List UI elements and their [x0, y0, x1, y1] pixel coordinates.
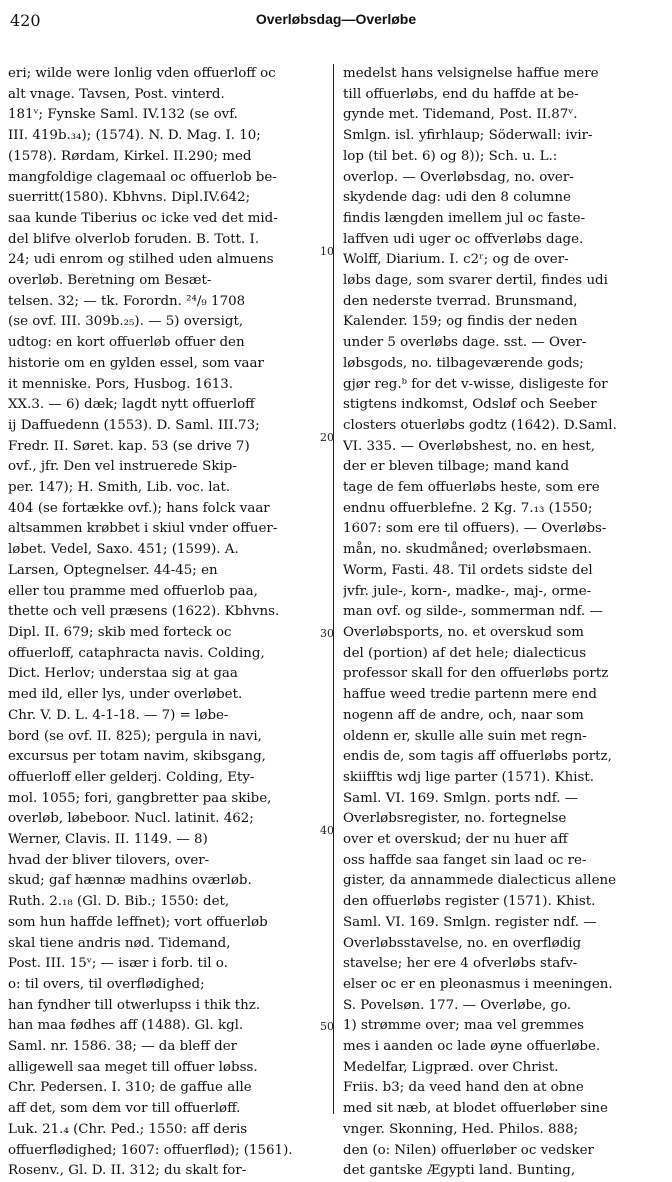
- right-column-line: under 5 overløbs dage. sst. — Over-: [343, 335, 587, 351]
- right-column-line: den (o: Nilen) offuerløber oc vedsker: [343, 1142, 594, 1158]
- left-column-line: offuerloff, cataphracta navis. Colding,: [8, 645, 265, 661]
- left-column-line: mol. 1055; fori, gangbretter paa skibe,: [8, 790, 272, 806]
- right-column-line: nogenn aff de andre, och, naar som: [343, 707, 584, 723]
- left-column-line: Post. III. 15ᵛ; — især i forb. til o.: [8, 956, 228, 972]
- right-column-line: Wolff, Diarium. I. c2ʳ; og de over-: [343, 252, 569, 268]
- right-column-line: closters otuerløbs godtz (1642). D.Saml.: [343, 417, 617, 433]
- left-column-line: han fyndher till otwerlupss i thik thz.: [8, 997, 261, 1013]
- left-column-line: excursus per totam navim, skibsgang,: [8, 749, 266, 765]
- right-column-line: Saml. VI. 169. Smlgn. register ndf. —: [343, 914, 597, 930]
- right-column-line: VI. 335. — Overløbshest, no. en hest,: [343, 438, 595, 454]
- left-column-line: overløb. Beretning om Besæt-: [8, 273, 212, 289]
- left-column-line: Larsen, Optegnelser. 44-45; en: [8, 562, 218, 578]
- left-column-line: III. 419b.₃₄); (1574). N. D. Mag. I. 10;: [8, 128, 261, 144]
- right-column-line: findis længden imellem jul oc faste-: [343, 210, 586, 226]
- right-column-line: stigtens indkomst, Odsløf och Seeber: [343, 397, 597, 413]
- right-column-line: løbsgods, no. tilbageværende gods;: [343, 355, 584, 371]
- left-column-line: ij Daffuedenn (1553). D. Saml. III.73;: [8, 417, 260, 433]
- right-column-line: overlop. — Overløbsdag, no. over-: [343, 169, 574, 185]
- left-column-line: Chr. Pedersen. I. 310; de gaffue alle: [8, 1080, 252, 1096]
- left-column-line: hvad der bliver tilovers, over-: [8, 852, 210, 868]
- right-column-line: Worm, Fasti. 48. Til ordets sidste del: [343, 562, 593, 578]
- left-column-line: saa kunde Tiberius oc icke ved det mid-: [8, 210, 278, 226]
- left-column-line: løbet. Vedel, Saxo. 451; (1599). A.: [8, 542, 239, 558]
- left-column-line: thette och vell præsens (1622). Kbhvns.: [8, 604, 280, 620]
- column-divider: [333, 64, 334, 1114]
- left-column-line: Werner, Clavis. II. 1149. — 8): [8, 832, 208, 848]
- right-column-line: endnu offuerblefne. 2 Kg. 7.₁₃ (1550;: [343, 500, 593, 516]
- left-column-line: altsammen krøbbet i skiul vnder offuer-: [8, 521, 278, 537]
- left-column-line: Ruth. 2.₁₈ (Gl. D. Bib.; 1550: det,: [8, 894, 230, 910]
- right-column-line: oldenn er, skulle alle suin met regn-: [343, 728, 587, 744]
- left-column-line: XX.3. — 6) dæk; lagdt nytt offuerloff: [8, 397, 255, 413]
- right-column: [343, 64, 661, 1179]
- right-column-line: Overløbsregister, no. fortegnelse: [343, 811, 567, 827]
- left-column-line: suerritt(1580). Kbhvns. Dipl.IV.642;: [8, 190, 251, 206]
- left-column-line: bord (se ovf. II. 825); pergula in navi,: [8, 728, 262, 744]
- right-column-line: Overløbsports, no. et overskud som: [343, 624, 585, 640]
- line-number-40: 40: [320, 824, 334, 837]
- right-column-line: vnger. Skonning, Hed. Philos. 888;: [343, 1121, 579, 1137]
- right-column-line: den offuerløbs register (1571). Khist.: [343, 894, 596, 910]
- left-column-line: alligewell saa meget till offuer løbss.: [8, 1059, 258, 1075]
- right-column-line: haffue weed tredie partenn mere end: [343, 687, 597, 703]
- left-column-line: mangfoldige clagemaal oc offuerlob be-: [8, 169, 277, 185]
- page-number: 420: [10, 11, 41, 30]
- right-column-line: gister, da annammede dialecticus allene: [343, 873, 617, 889]
- left-column-line: alt vnage. Tavsen, Post. vinterd.: [8, 86, 225, 102]
- line-number-50: 50: [320, 1020, 334, 1033]
- right-column-line: Friis. b3; da veed hand den at obne: [343, 1080, 584, 1096]
- left-column-line: Rosenv., Gl. D. II. 312; du skalt for-: [8, 1163, 247, 1179]
- left-column-line: Dipl. II. 679; skib med forteck oc: [8, 624, 232, 640]
- left-column-line: it menniske. Pors, Husbog. 1613.: [8, 376, 234, 392]
- right-column-line: jvfr. jule-, korn-, madke-, maj-, orme-: [343, 583, 592, 599]
- right-column-line: Smlgn. isl. yfirhlaup; Söderwall: ivir-: [343, 128, 593, 144]
- left-column-line: historie om en gylden essel, som vaar: [8, 355, 264, 371]
- left-column-line: aff det, som dem vor till offuerløff.: [8, 1101, 241, 1117]
- left-column-line: Saml. nr. 1586. 38; — da bleff der: [8, 1039, 238, 1055]
- left-column-line: (se ovf. III. 309b.₂₅). — 5) oversigt,: [8, 314, 244, 330]
- right-column-line: løbs dage, som svarer dertil, findes udi: [343, 273, 608, 289]
- left-column-line: med ild, eller lys, under overløbet.: [8, 687, 243, 703]
- right-column-line: den nederste tverrad. Brunsmand,: [343, 293, 578, 309]
- left-column-line: skal tiene andris nød. Tidemand,: [8, 935, 231, 951]
- page-header: [10, 8, 662, 34]
- right-column-line: tage de fem offuerløbs heste, som ere: [343, 480, 600, 496]
- running-title: Overløbsdag—Overløbe: [255, 11, 417, 27]
- right-column-line: 1607: som ere til offuers). — Overløbs-: [343, 521, 607, 537]
- right-column-line: over et overskud; der nu huer aff: [343, 832, 568, 848]
- left-column-line: o: til overs, til overflødighed;: [8, 976, 205, 992]
- left-column-line: offuerflødighed; 1607: offuerflød); (1561).: [8, 1142, 293, 1158]
- right-column-line: del (portion) af det hele; dialecticus: [343, 645, 587, 661]
- left-column-line: han maa fødhes aff (1488). Gl. kgl.: [8, 1018, 244, 1034]
- right-column-line: endis de, som tagis aff offuerløbs portz,: [343, 749, 612, 765]
- right-column-line: man ovf. og silde-, sommerman ndf. —: [343, 604, 603, 620]
- right-column-line: professor skall for den offuerløbs portz: [343, 666, 609, 682]
- left-column-line: del blifve olverlob foruden. B. Tott. I.: [8, 231, 260, 247]
- left-column-line: per. 147); H. Smith, Lib. voc. lat.: [8, 480, 231, 496]
- right-column-line: det gantske Ægypti land. Bunting,: [343, 1163, 576, 1179]
- right-column-line: S. Povelsøn. 177. — Overløbe, go.: [343, 997, 572, 1013]
- right-column-line: med sit næb, at blodet offuerløber sine: [343, 1101, 608, 1117]
- left-column-line: overløb, løbeboor. Nucl. latinit. 462;: [8, 811, 254, 827]
- line-number-30: 30: [320, 627, 334, 640]
- right-column-line: skydende dag: udi den 8 columne: [343, 190, 571, 206]
- right-column-line: medelst hans velsignelse haffue mere: [343, 66, 599, 81]
- right-column-line: gynde met. Tidemand, Post. II.87ᵛ.: [343, 107, 578, 123]
- right-column-line: mån, no. skudmåned; overløbsmaen.: [343, 542, 592, 558]
- left-column-line: som hun haffde leffnet); vort offuerløb: [8, 914, 268, 930]
- left-column-line: (1578). Rørdam, Kirkel. II.290; med: [8, 148, 252, 164]
- right-column-line: gjør reg.ᵇ for det v-wisse, disligeste for: [343, 376, 608, 392]
- right-column-line: elser oc er en pleonasmus i meeningen.: [343, 976, 613, 992]
- right-column-line: Overløbsstavelse, no. en overflødig: [343, 935, 582, 951]
- right-column-line: stavelse; her ere 4 ofverløbs stafv-: [343, 956, 578, 972]
- left-column-line: Luk. 21.₄ (Chr. Ped.; 1550: aff deris: [8, 1121, 248, 1137]
- left-column-line: eller tou pramme med offuerlob paa,: [8, 583, 258, 599]
- left-column-line: skud; gaf hænnæ madhins oværløb.: [8, 873, 252, 889]
- left-column-line: Dict. Herlov; understaa sig at gaa: [8, 666, 238, 682]
- right-column-line: Saml. VI. 169. Smlgn. ports ndf. —: [343, 790, 579, 806]
- line-number-20: 20: [320, 431, 334, 444]
- line-number-10: 10: [320, 245, 334, 258]
- left-column-line: 181ᵛ; Fynske Saml. IV.132 (se ovf.: [8, 107, 238, 123]
- left-column-line: ovf., jfr. Den vel instruerede Skip-: [8, 459, 237, 475]
- right-column-line: till offuerløbs, end du haffde at be-: [343, 86, 579, 102]
- left-column-line: eri; wilde were lonlig vden offuerloff oc: [8, 66, 276, 81]
- left-column-line: 404 (se fortække ovf.); hans folck vaar: [8, 500, 270, 516]
- right-column-line: skiifftis wdj lige parter (1571). Khist.: [343, 769, 594, 785]
- left-column: [8, 64, 323, 1179]
- left-column-line: Chr. V. D. L. 4-1-18. — 7) = løbe-: [8, 707, 229, 723]
- left-column-line: Fredr. II. Søret. kap. 53 (se drive 7): [8, 438, 250, 454]
- left-column-line: 24; udi enrom og stilhed uden almuens: [8, 252, 274, 268]
- right-column-line: Medelfar, Ligpræd. over Christ.: [343, 1059, 559, 1075]
- left-column-line: offuerloff eller gelderj. Colding, Ety-: [8, 769, 255, 785]
- right-column-line: laffven udi uger oc offverløbs dage.: [343, 231, 584, 247]
- right-column-line: lop (til bet. 6) og 8)); Sch. u. L.:: [343, 148, 558, 164]
- right-column-line: 1) strømme over; maa vel gremmes: [343, 1018, 585, 1034]
- left-column-line: telsen. 32; — tk. Forordn. ²⁴/₉ 1708: [8, 293, 246, 309]
- right-column-line: mes i aanden oc lade øyne offuerløbe.: [343, 1039, 601, 1055]
- right-column-line: Kalender. 159; og findis der neden: [343, 314, 578, 330]
- right-column-line: oss haffde saa fanget sin laad oc re-: [343, 852, 587, 868]
- right-column-line: der er bleven tilbage; mand kand: [343, 459, 570, 475]
- left-column-line: udtog: en kort offuerløb offuer den: [8, 335, 245, 351]
